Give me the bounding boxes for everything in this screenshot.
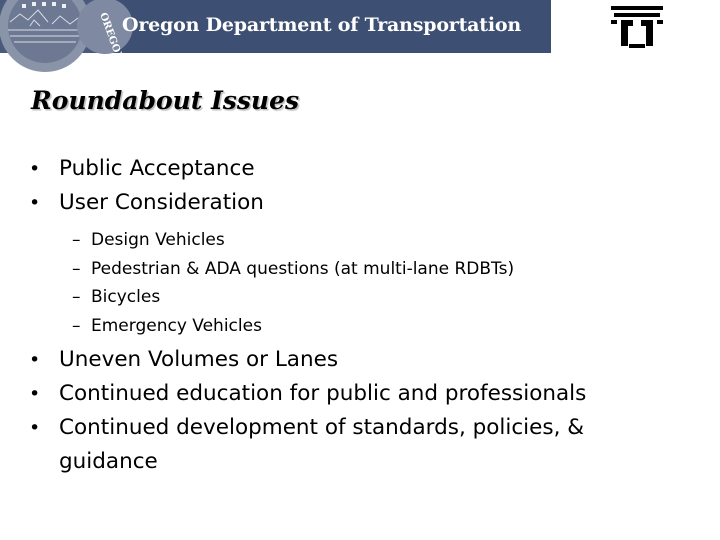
oregon-seal-icon [0, 0, 125, 63]
bullet-item [0, 186, 700, 220]
odot-t-logo-icon [611, 4, 663, 50]
svg-text:OREGON: OREGON [97, 11, 125, 63]
sub-bullet-item [0, 312, 700, 341]
bullet-text: User Consideration [59, 190, 264, 215]
bullet-item [0, 377, 640, 411]
header-banner [0, 0, 551, 63]
bullet-glyph: • [29, 158, 41, 180]
bullet-item [0, 152, 700, 186]
sub-bullet-glyph: – [72, 230, 81, 250]
bullet-glyph: • [29, 383, 41, 405]
sub-bullet-text: Bicycles [91, 287, 161, 307]
sub-bullet-item [0, 255, 700, 284]
bullet-text: Uneven Volumes or Lanes [59, 347, 339, 372]
bullet-list-top [0, 152, 700, 220]
bullet-glyph: • [29, 417, 41, 439]
bullet-item [0, 411, 640, 479]
slide-title: Roundabout Issues [31, 86, 300, 115]
sub-bullet-text: Design Vehicles [91, 230, 225, 250]
sub-bullet-glyph: – [72, 258, 81, 279]
bullet-glyph: • [29, 349, 41, 371]
slide-content [0, 152, 700, 479]
sub-bullet-list [0, 226, 700, 340]
sub-bullet-item [0, 283, 700, 312]
agency-name: Oregon Department of Transportation [122, 14, 521, 36]
sub-bullet-text: Pedestrian & ADA questions (at multi-lane RDBTs) [91, 258, 515, 279]
bullet-text: Continued development of standards, policies, & guidance [59, 415, 585, 474]
sub-bullet-glyph: – [72, 287, 81, 307]
sub-bullet-item [0, 226, 700, 255]
sub-bullet-text: Emergency Vehicles [91, 315, 262, 336]
sub-bullet-glyph: – [72, 315, 81, 336]
bullet-list-bottom [0, 343, 640, 479]
bullet-glyph: • [29, 192, 41, 214]
bullet-text: Public Acceptance [59, 156, 255, 181]
bullet-text: Continued education for public and professionals [59, 381, 587, 406]
bullet-item [0, 343, 640, 377]
